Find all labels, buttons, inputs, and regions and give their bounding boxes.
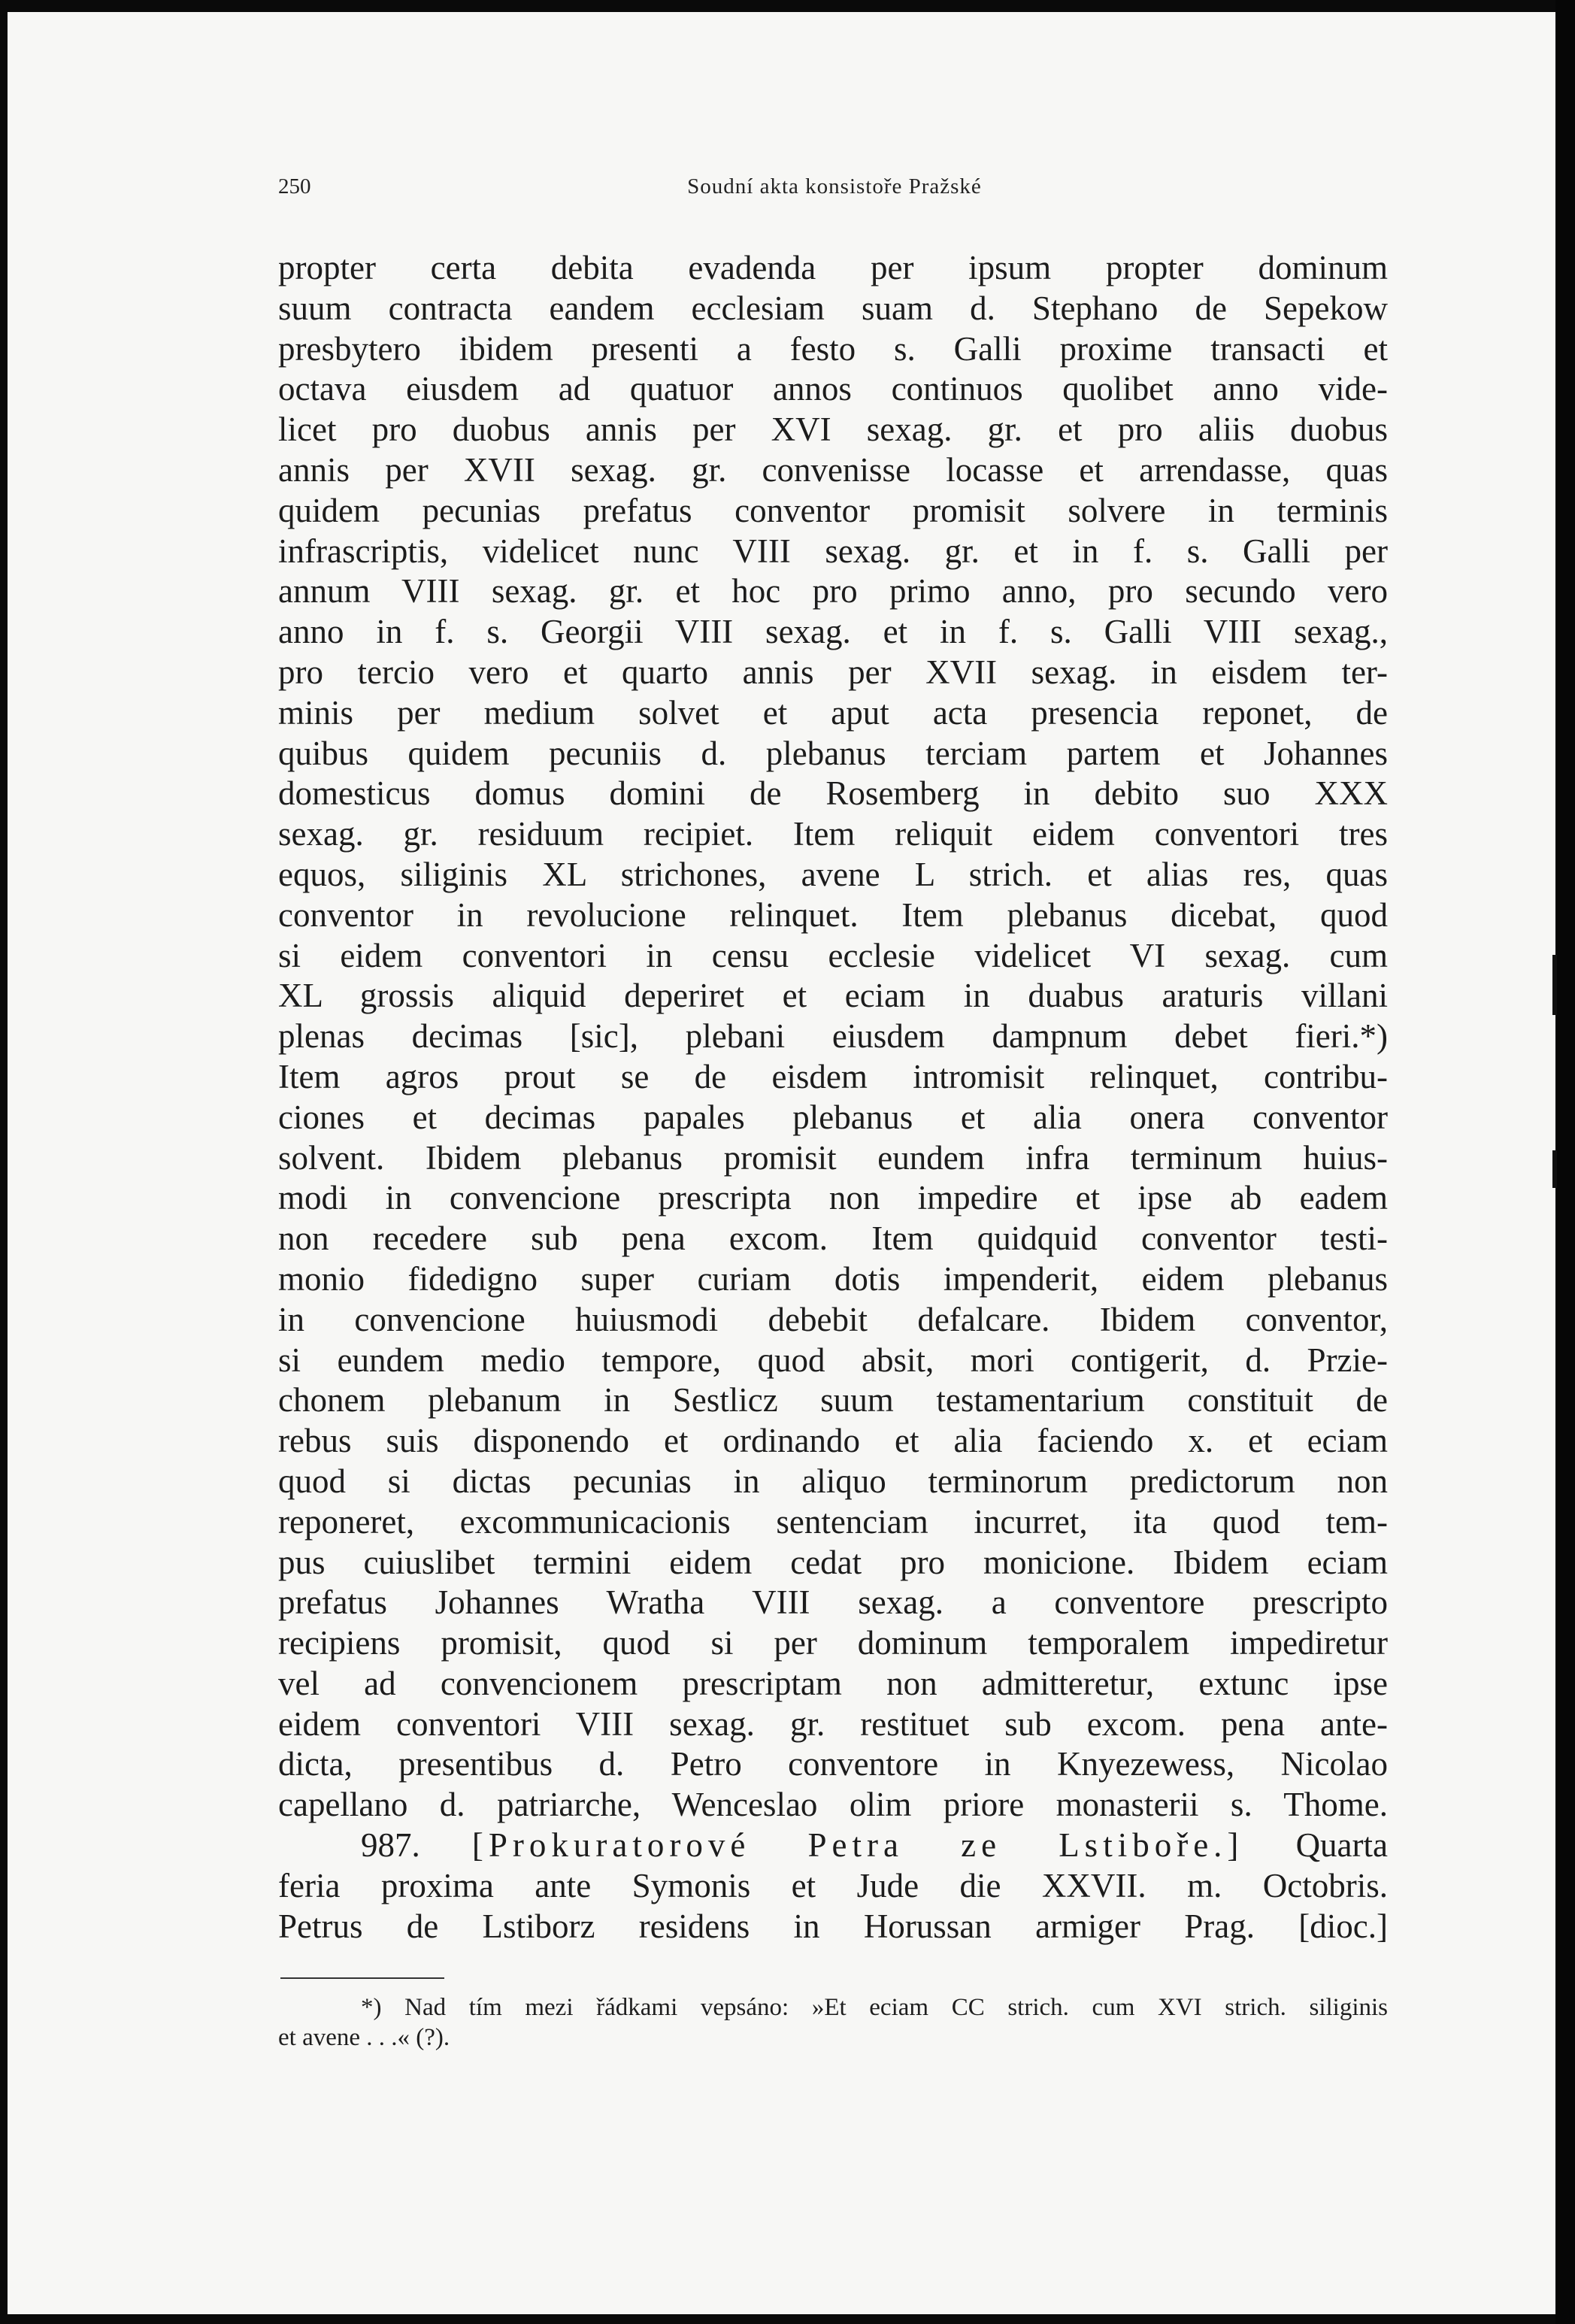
text-line: pro tercio vero et quarto annis per XVII sexag. in eisdem ter- — [278, 653, 1388, 691]
scan-edge — [1555, 0, 1575, 2324]
text-line: in convencione huiusmodi debebit defalcare. Ibidem conventor, — [278, 1300, 1388, 1338]
running-title: Soudní akta konsistoře Pražské — [687, 174, 982, 198]
text-line: non recedere sub pena excom. Item quidquid conventor testi- — [278, 1220, 1388, 1258]
text-line: ciones et decimas papales plebanus et alia onera conventor — [278, 1098, 1388, 1136]
text-line: infrascriptis, videlicet nunc VIII sexag. gr. et in f. s. Galli per — [278, 532, 1388, 570]
scan-edge-mark — [1552, 955, 1557, 1015]
text-line: suum contracta eandem ecclesiam suam d. Stephano de Sepekow — [278, 289, 1388, 327]
page-header — [278, 174, 1391, 205]
text-line: si eidem conventori in censu ecclesie videlicet VI sexag. cum — [278, 936, 1388, 974]
footnote-line: *) Nad tím mezi řádkami vepsáno: »Et eciam CC strich. cum XVI strich. siliginis — [361, 1994, 1388, 2021]
text-line: quod si dictas pecunias in aliquo terminorum predictorum non — [278, 1462, 1388, 1500]
text-line: Petrus de Lstiborz residens in Horussan armiger Prag. [dioc.] — [278, 1907, 1388, 1945]
text-line: Item agros prout se de eisdem intromisit relinquet, contribu- — [278, 1057, 1388, 1095]
entry-987-heading-line — [278, 1826, 1388, 1866]
text-line: conventor in revolucione relinquet. Item plebanus dicebat, quod — [278, 895, 1388, 934]
text-line: solvent. Ibidem plebanus promisit eundem infra terminum huius- — [278, 1138, 1388, 1177]
text-line: pus cuiuslibet termini eidem cedat pro monicione. Ibidem eciam — [278, 1543, 1388, 1581]
text-line: monio fidedigno super curiam dotis impenderit, eidem plebanus — [278, 1259, 1388, 1298]
text-line: equos, siliginis XL strichones, avene L strich. et alias res, quas — [278, 855, 1388, 893]
footnote-rule — [280, 1977, 444, 1979]
text-line: si eundem medio tempore, quod absit, mori contigerit, d. Przie- — [278, 1341, 1388, 1379]
text-line: dicta, presentibus d. Petro conventore in Knyezewess, Nicolao — [278, 1745, 1388, 1783]
footnote-line: et avene . . .« (?). — [278, 2024, 450, 2051]
text-line: octava eiusdem ad quatuor annos continuos quolibet anno vide- — [278, 370, 1388, 408]
text-line: chonem plebanum in Sestlicz suum testamentarium constituit de — [278, 1381, 1388, 1420]
entry-heading-continuation: Quarta — [1295, 1826, 1388, 1865]
text-line: domesticus domus domini de Rosemberg in debito suo XXX — [278, 774, 1388, 813]
main-text — [278, 248, 1388, 1947]
text-line: rebus suis disponendo et ordinando et alia faciendo x. et eciam — [278, 1422, 1388, 1460]
text-line: prefatus Johannes Wratha VIII sexag. a conventore prescripto — [278, 1583, 1388, 1622]
footnote — [278, 1992, 1388, 2053]
entry-heading: [Prokuratorové Petra ze Lstiboře.] — [471, 1826, 1244, 1865]
text-line: sexag. gr. residuum recipiet. Item reliquit eidem conventori tres — [278, 815, 1388, 853]
text-line: annis per XVII sexag. gr. convenisse locasse et arrendasse, quas — [278, 450, 1388, 489]
scan-edge-mark — [1552, 1150, 1557, 1188]
text-line: annum VIII sexag. gr. et hoc pro primo anno, pro secundo vero — [278, 572, 1388, 611]
text-line: presbytero ibidem presenti a festo s. Galli proxime transacti et — [278, 329, 1388, 368]
text-line: modi in convencione prescripta non impedire et ipse ab eadem — [278, 1179, 1388, 1217]
text-line: licet pro duobus annis per XVI sexag. gr. et pro aliis duobus — [278, 411, 1388, 449]
text-line: quibus quidem pecuniis d. plebanus terciam partem et Johannes — [278, 734, 1388, 772]
text-line: capellano d. patriarche, Wenceslao olim priore monasterii s. Thome. — [278, 1786, 1388, 1824]
text-line: plenas decimas [sic], plebani eiusdem dampnum debet fieri.*) — [278, 1017, 1388, 1056]
text-line: vel ad convencionem prescriptam non admitteretur, extunc ipse — [278, 1664, 1388, 1702]
page-number: 250 — [278, 174, 311, 198]
entry-number: 987. — [361, 1826, 420, 1865]
text-line: minis per medium solvet et aput acta presencia reponet, de — [278, 693, 1388, 732]
text-line: XL grossis aliquid deperiret et eciam in duabus araturis villani — [278, 977, 1388, 1015]
text-line: recipiens promisit, quod si per dominum temporalem impediretur — [278, 1624, 1388, 1662]
text-line: propter certa debita evadenda per ipsum propter dominum — [278, 249, 1388, 286]
text-line: quidem pecunias prefatus conventor promisit solvere in terminis — [278, 491, 1388, 529]
text-line: anno in f. s. Georgii VIII sexag. et in f. s. Galli VIII sexag., — [278, 613, 1388, 651]
text-line: feria proxima ante Symonis et Jude die XXVII. m. Octobris. — [278, 1866, 1388, 1904]
text-line: reponeret, excommunicacionis sentenciam incurret, ita quod tem- — [278, 1502, 1388, 1541]
text-line: eidem conventori VIII sexag. gr. restituet sub excom. pena ante- — [278, 1704, 1388, 1743]
